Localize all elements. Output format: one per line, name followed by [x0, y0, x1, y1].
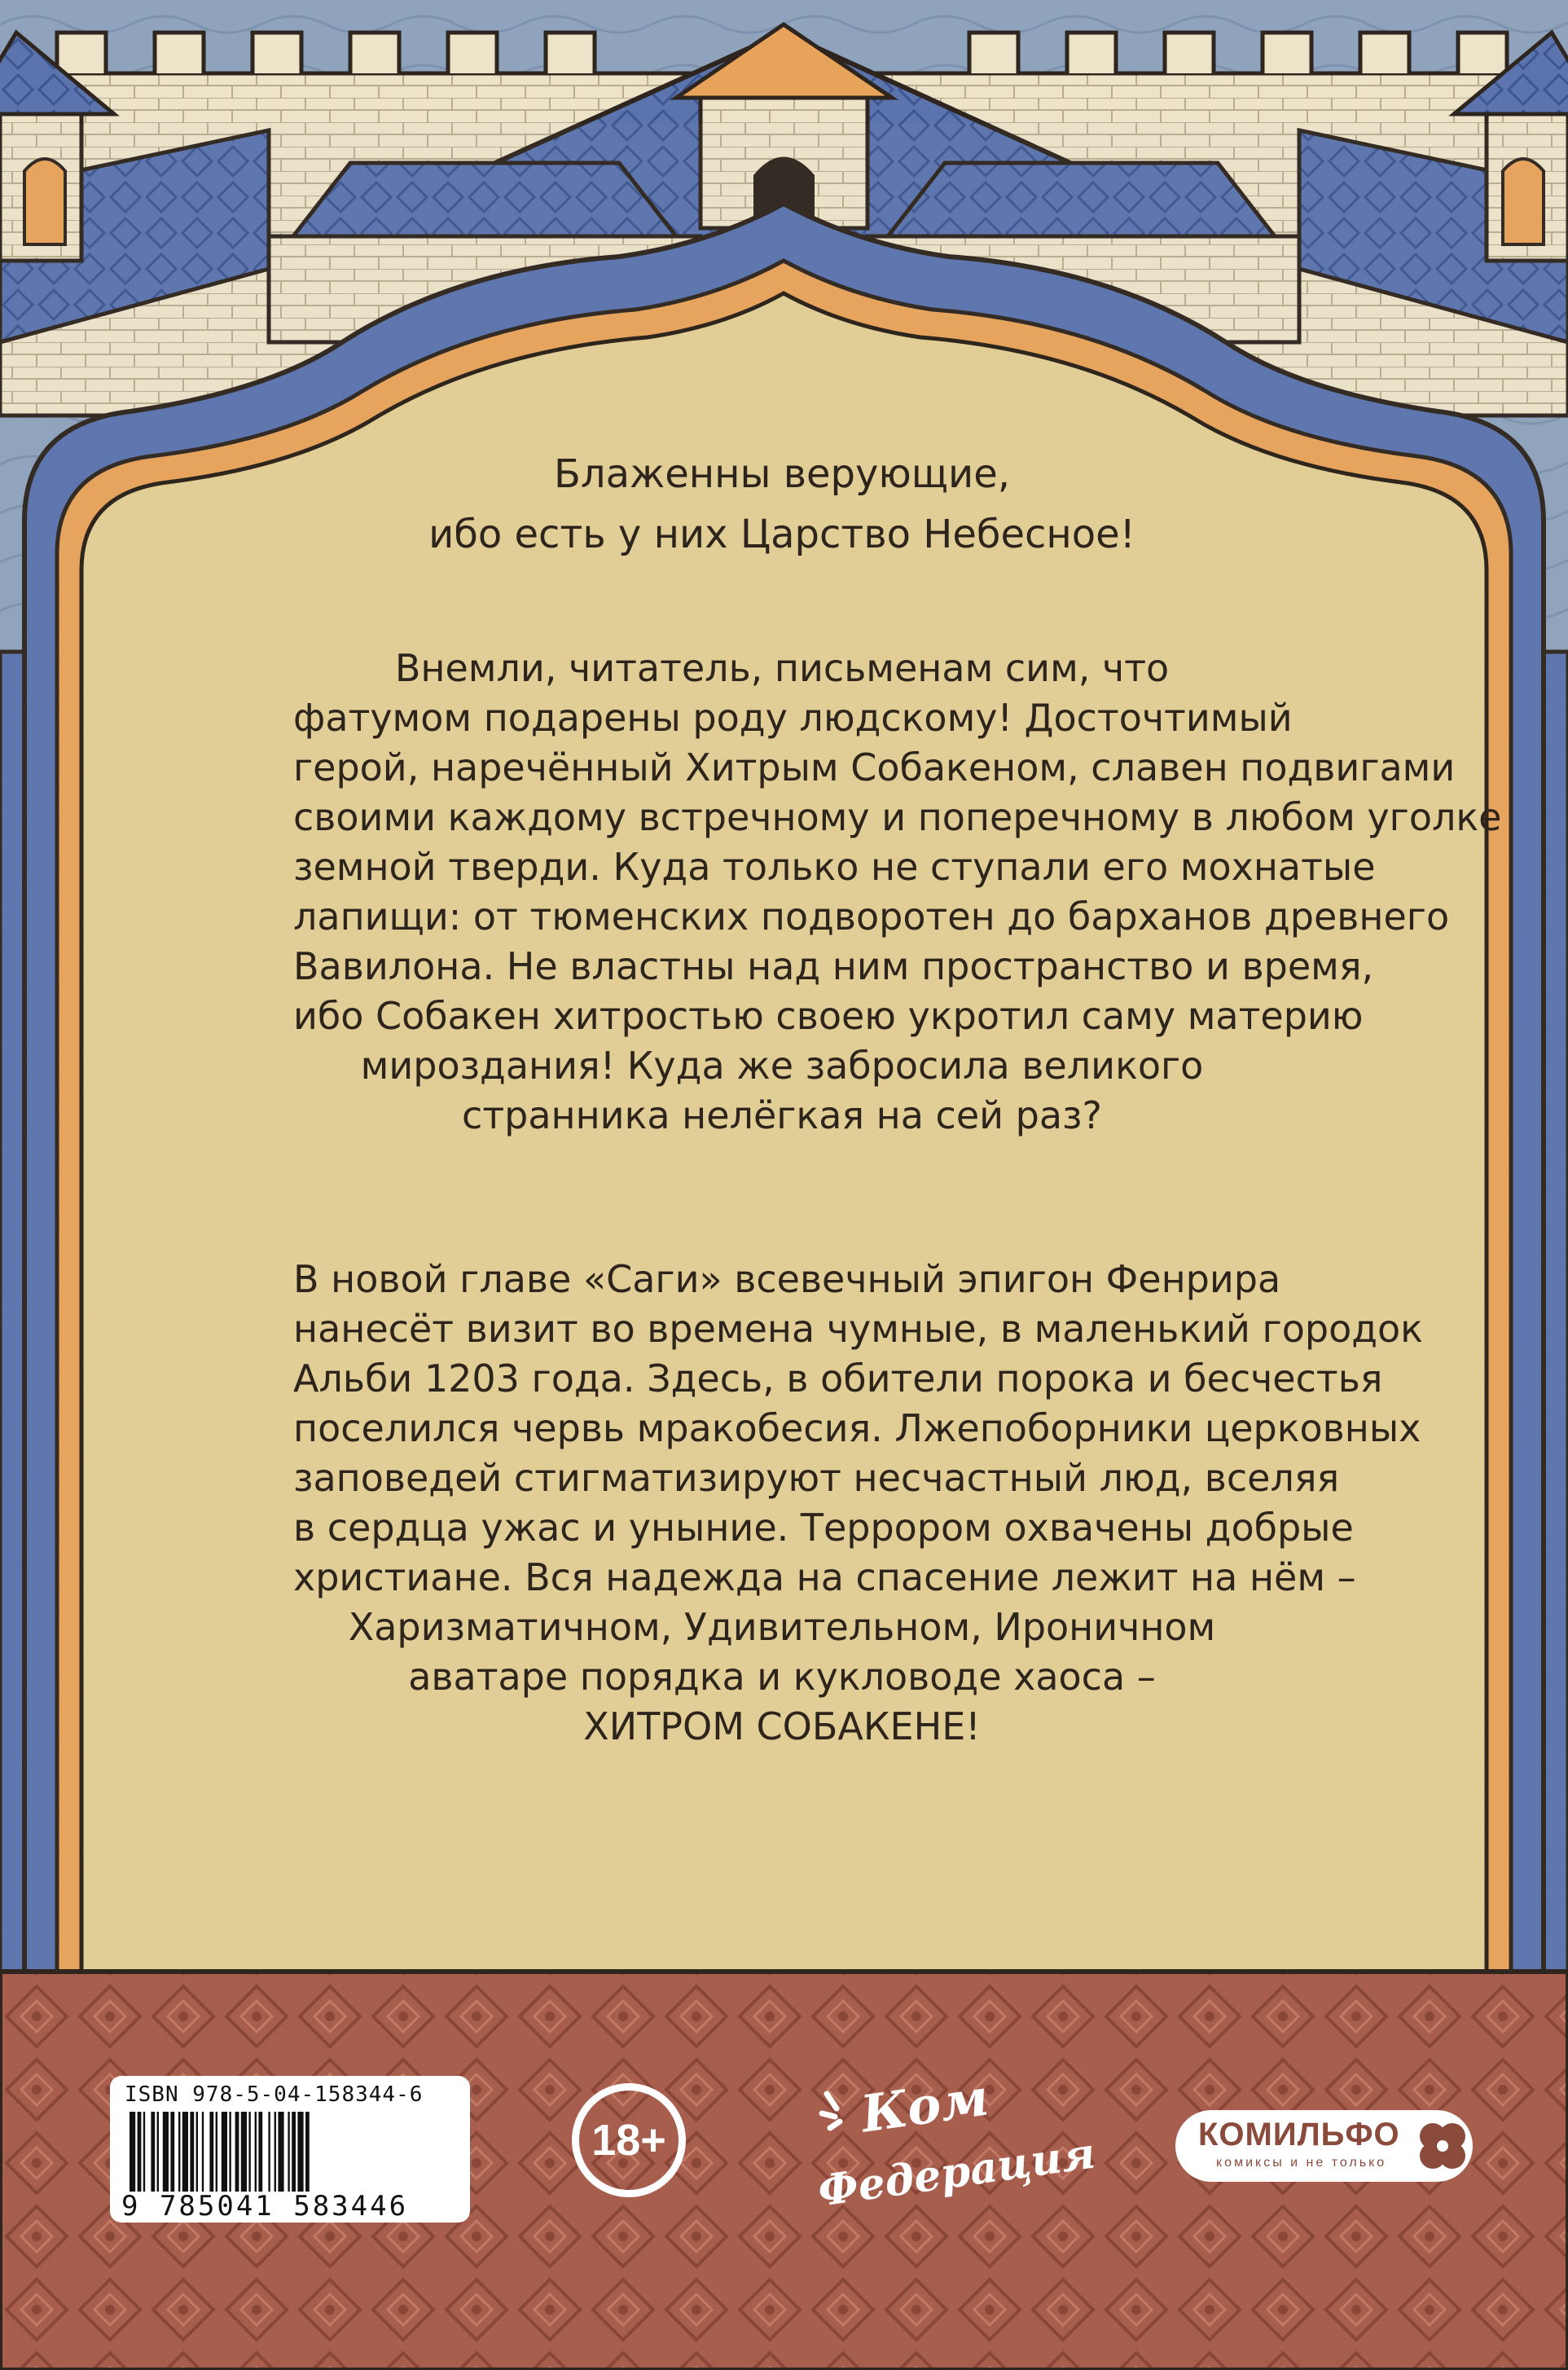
komilfo-tagline: комиксы и не только — [1216, 2156, 1387, 2170]
isbn-label: ISBN 978-5-04-158344-6 — [125, 2082, 424, 2107]
paragraph-line: заповедей стигматизируют несчастный люд, вселяя — [293, 1456, 1340, 1500]
barcode-bars — [130, 2112, 455, 2192]
paragraph-line: нанесёт визит во времена чумные, в маленький городок — [293, 1307, 1423, 1351]
komilfo-logo — [1175, 2110, 1473, 2182]
epigraph-line: Блаженны верующие, — [553, 451, 1010, 497]
komfederation-line1: Ком — [857, 2067, 993, 2144]
isbn-barcode — [110, 2076, 470, 2223]
paragraph-line: Внемли, читатель, письменам сим, что — [394, 646, 1170, 690]
paragraph-line: странника нелёгкая на сей раз? — [462, 1093, 1102, 1137]
paragraph-line: герой, наречённый Хитрым Собакеном, славен подвигами — [293, 745, 1456, 789]
paragraph-line: земной тверди. Куда только не ступали его мохнатые — [293, 845, 1376, 889]
barcode-digits: 9 785041 583446 — [121, 2190, 409, 2223]
paragraph-line: фатумом подарены роду людскому! Досточтимый — [293, 696, 1293, 740]
age-rating-badge: 18+ — [572, 2083, 686, 2197]
komfederation-logo — [810, 2067, 1099, 2224]
paragraph-line: ибо Собакен хитростью своею укротил саму материю — [293, 994, 1364, 1038]
paragraph-line: своими каждому встречному и поперечному в любом уголке — [293, 795, 1502, 839]
intro-paragraph — [293, 644, 1502, 1141]
paragraph-line: Харизматичном, Удивительном, Ироничном — [348, 1605, 1216, 1649]
komilfo-name: КОМИЛЬФО — [1198, 2117, 1400, 2152]
paragraph-line: в сердца ужас и уныние. Террором охвачены добрые — [293, 1506, 1354, 1550]
paragraph-line: христиане. Вся надежда на спасение лежит на нём – — [293, 1555, 1356, 1599]
spark-icon — [819, 2086, 859, 2135]
paragraph-line: В новой главе «Саги» всевечный эпигон Фенрира — [293, 1257, 1281, 1301]
paragraph-line: Альби 1203 года. Здесь, в обители порока и бесчестья — [293, 1356, 1383, 1400]
epigraph-line: ибо есть у них Царство Небесное! — [428, 512, 1135, 557]
paragraph-line: аватаре порядка и кукловоде хаоса – — [408, 1655, 1156, 1699]
paragraph-line: лапищи: от тюменских подворотен до барханов древнего — [293, 895, 1450, 939]
paragraph-line: Вавилона. Не властны над ним пространство и время, — [293, 944, 1374, 988]
epigraph — [293, 444, 1271, 565]
clover-icon — [1412, 2115, 1474, 2177]
komfederation-line2: Федерация — [815, 2128, 1099, 2217]
paragraph-line: мироздания! Куда же забросила великого — [360, 1044, 1204, 1088]
paragraph-line: поселился червь мракобесия. Лжепоборники церковных — [293, 1406, 1421, 1450]
paragraph-line: ХИТРОМ СОБАКЕНЕ! — [583, 1704, 981, 1748]
synopsis-paragraph — [293, 1255, 1423, 1752]
